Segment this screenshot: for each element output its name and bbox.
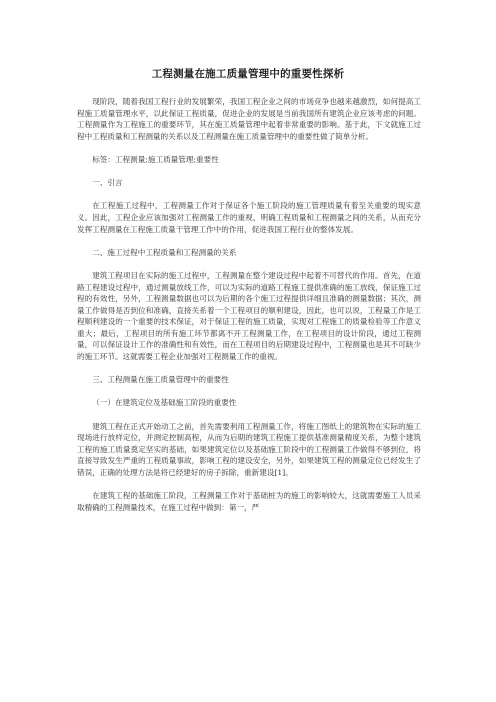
abstract-paragraph: 现阶段，随着我国工程行业的发展繁荣，我国工程企业之间的市场竞争也越来越激烈，如何提高工程施工质量管理水平，以此保证工程质量，促进企业的发展是当前我国所有建筑企业应该考虑的问题。工程测量作为工程施工的重要环节，其在施工质量管理中起着非常重要的影响。基于此，下文就施工过程中工程质量和工程测量的关系以及工程测量在施工质量管理中的重要性做了简单分析。 bbox=[77, 97, 421, 141]
introduction-paragraph: 在工程施工过程中，工程测量工作对于保证各个施工阶段的施工管理质量有着至关重要的现实意义。因此，工程企业应该加强对工程测量工作的重视，明确工程质量和工程测量之间的关系，从而充分发挥工程测量在工程施工质量干管理工作中的作用，促进我国工程行业的整体发展。 bbox=[77, 201, 421, 234]
subsection-heading-positioning: （一）在建筑定位及基础施工阶段的重要性 bbox=[92, 398, 237, 408]
foundation-paragraph: 在建筑工程的基础施工阶段，工程测量工作对于基础桩为的施工的影响较大，这就需要施工人员采取精确的工程测量技术，在施工过程中做到：第一，严 bbox=[77, 491, 421, 512]
relationship-paragraph: 建筑工程项目在实际的施工过程中，工程测量在整个建设过程中起着不可替代的作用。首先，在道路工程建设过程中，通过测量放线工作，可以为实际的道路工程施工提供准确的施工放线，保证施工过程的有效性，另外，工程测量数据也可以为后期的各个施工过程提供详细且准确的测量数据；其次，测量工作做得是否到位和准确，直接关系着一个工程项目的顺利建设，因此，也可以说，工程量工作是工程顺利建设的一个重要的技术保证，对于保证工程的施工质量，实现对工程施工的质量检验等工作意义重大；最后，工程项目的所有施工环节都离不开工程测量工作，在工程项目的设计阶段，通过工程测量，可以保证设计工作的准确性和有效性，而在工程项目的后期建设过程中，工程测量也是其不可缺少的施工环节。这就需要工程企业加强对工程测量工作的重视。 bbox=[77, 270, 421, 362]
keywords-line: 标签：工程测量;施工质量管理;重要性 bbox=[92, 154, 219, 164]
document-title: 工程测量在施工质量管理中的重要性探析 bbox=[151, 68, 345, 80]
positioning-paragraph: 建筑工程在正式开始动工之前，首先需要利用工程测量工作，将施工图纸上的建筑物在实际的施工现场进行放样定位，并测定控制高程，从而为后期的建筑工程施工提供基准测量精度关系，为整个建筑工程的施工质量奠定坚实的基础，如果建筑定位以及基础施工阶段中的工程测量工作做得不够到位，将直接导致发生严重的工程质量事故，影响工程的建设安全，另外，如果建筑工程的测量定位已经发生了错误，正确的处理方法是将已经建好的房子拆除，重新建设[1]。 bbox=[77, 421, 421, 477]
section-heading-importance: 三、工程测量在施工质量管理中的重要性 bbox=[92, 375, 229, 385]
section-heading-relationship: 二、施工过程中工程质量和工程测量的关系 bbox=[92, 247, 237, 257]
document-body bbox=[77, 96, 421, 513]
section-heading-introduction: 一、引言 bbox=[92, 178, 123, 188]
